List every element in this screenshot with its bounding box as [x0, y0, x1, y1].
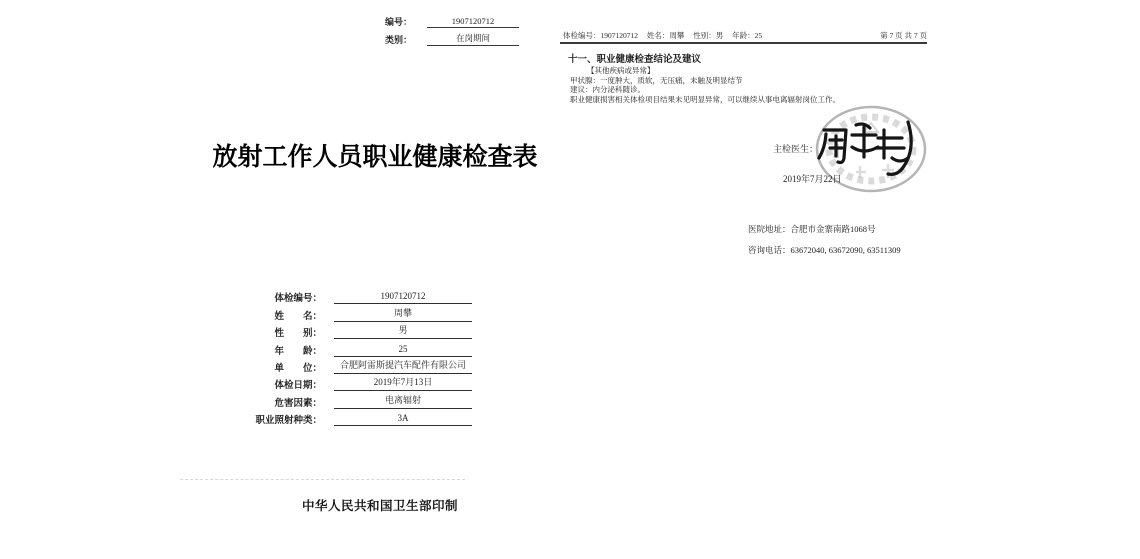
cover-number-value: 1907120712 — [427, 16, 519, 28]
field-label: 年 龄： — [274, 346, 322, 357]
cover-meta-block — [385, 10, 525, 46]
header-name: 姓名：周攀 — [646, 31, 685, 40]
cover-field-list — [252, 287, 492, 426]
field-label: 职业照射种类： — [255, 416, 322, 427]
cover-number-row — [385, 10, 525, 28]
field-value: 电离辐射 — [334, 393, 472, 409]
page-header — [563, 30, 927, 41]
header-gender: 性别：男 — [693, 31, 724, 40]
signature-date: 2019年7月22日 — [783, 174, 842, 184]
field-value: 3A — [334, 413, 472, 426]
field-row-age — [252, 339, 492, 356]
document-title: 放射工作人员职业健康检查表 — [212, 144, 538, 171]
field-label: 性 别： — [274, 329, 322, 340]
field-label: 体检编号： — [274, 294, 322, 305]
field-label: 单 位： — [274, 363, 322, 374]
cover-category-value: 在岗期间 — [427, 32, 519, 46]
field-label: 危害因素： — [274, 398, 322, 409]
field-label: 姓 名： — [274, 311, 322, 322]
field-label: 体检日期： — [274, 381, 322, 392]
header-age: 年龄：25 — [732, 31, 763, 40]
conclusion-line: 职业健康损害相关体检项目结果未见明显异常，可以继续从事电离辐射岗位工作。 — [570, 95, 840, 105]
field-row-employer — [252, 357, 492, 374]
field-value: 男 — [334, 323, 472, 339]
section-title-conclusion: 十一、职业健康检查结论及建议 — [568, 55, 702, 65]
field-value: 25 — [334, 344, 472, 357]
field-value: 合肥阿雷斯提汽车配件有限公司 — [334, 358, 472, 374]
chief-doctor-label: 主检医生： — [773, 144, 819, 154]
other-disease-heading: 【其他疾病或异常】 — [587, 66, 655, 75]
hospital-address: 医院地址：合肥市金寨南路1068号 — [748, 224, 876, 234]
header-info-group — [563, 30, 769, 41]
advice-line: 建议：内分泌科随诊。 — [570, 85, 645, 95]
conclusion-body — [570, 66, 900, 105]
cover-number-label: 编号： — [385, 17, 413, 27]
cover-category-label: 类别： — [385, 35, 413, 45]
page-number: 第 7 页 共 7 页 — [880, 31, 927, 40]
field-value: 周攀 — [334, 306, 472, 322]
hospital-phone: 咨询电话：63672040, 63672090, 63511309 — [748, 245, 901, 255]
header-divider-line — [560, 42, 927, 44]
field-row-exam-date — [252, 374, 492, 391]
field-row-exam-number — [252, 287, 492, 304]
cover-category-row — [385, 28, 525, 46]
field-row-exposure-type — [252, 409, 492, 426]
field-row-gender — [252, 322, 492, 339]
field-row-hazard — [252, 391, 492, 408]
field-row-name — [252, 304, 492, 321]
hospital-seal-and-signature — [812, 100, 930, 200]
field-value: 1907120712 — [334, 291, 472, 304]
thyroid-finding-line: 甲状腺：一度肿大，质软，无压痛，未触及明显结节 — [570, 75, 743, 85]
field-value: 2019年7月13日 — [334, 375, 472, 391]
header-exam-number: 体检编号：1907120712 — [563, 31, 638, 40]
printer-imprint: 中华人民共和国卫生部印制 — [302, 499, 459, 513]
scan-edge-line — [180, 479, 465, 480]
